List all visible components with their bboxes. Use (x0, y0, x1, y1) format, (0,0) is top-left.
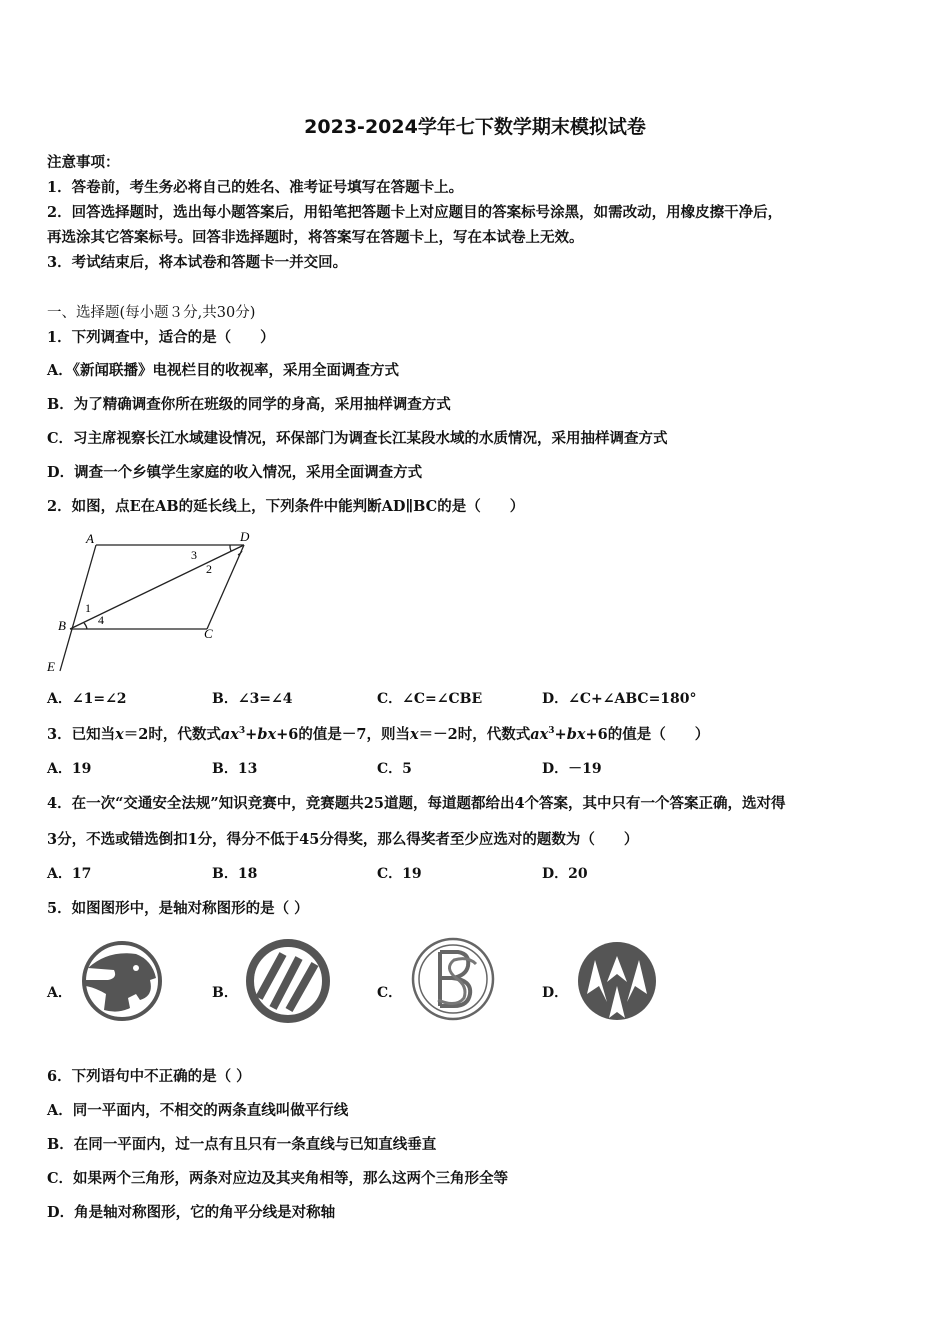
label-e: E (47, 659, 55, 674)
option: B．∠3=∠4 (212, 691, 293, 707)
option: B．18 (212, 866, 258, 882)
option: A．19 (47, 761, 92, 777)
notice-item: 2．回答选择题时，选出每小题答案后，用铅笔把答题卡上对应题目的答案标号涂黑，如需改动，用橡皮擦干净后， (47, 204, 783, 221)
option: A．《新闻联播》电视栏目的收视率，采用全面调查方式 (47, 362, 399, 379)
logo-b-icon (243, 936, 333, 1026)
question-stem: 5．如图图形中，是轴对称图形的是（ ） (47, 900, 309, 917)
label-d: D (240, 529, 250, 544)
option: B．13 (212, 761, 258, 777)
option: C． (377, 985, 403, 1001)
page-title: 2023-2024学年七下数学期末模拟试卷 (304, 116, 646, 138)
angle-label-2: 2 (206, 562, 212, 576)
question-stem: 2．如图，点E在AB的延长线上，下列条件中能判断AD∥BC的是（ ） (47, 498, 525, 515)
notice-heading: 注意事项： (47, 154, 120, 171)
question-stem: 6．下列语句中不正确的是（ ） (47, 1068, 251, 1085)
option: C．19 (377, 866, 422, 882)
logo-a-icon (78, 938, 166, 1024)
angle-label-1: 1 (85, 601, 91, 615)
label-a: A (86, 531, 94, 546)
option: C．5 (377, 761, 412, 777)
logo-d-icon (573, 938, 661, 1024)
option: C．∠C=∠CBE (377, 691, 483, 707)
option: B．在同一平面内，过一点有且只有一条直线与已知直线垂直 (47, 1136, 437, 1153)
option: D．∠C+∠ABC=180° (542, 691, 697, 707)
option: D．20 (542, 866, 588, 882)
option: A． (47, 985, 72, 1001)
angle-label-3: 3 (191, 548, 197, 562)
notice-item: 1．答卷前，考生务必将自己的姓名、准考证号填写在答题卡上。 (47, 179, 464, 196)
option: C．习主席视察长江水域建设情况，环保部门为调查长江某段水域的水质情况，采用抽样调查方式 (47, 430, 668, 447)
question-stem: 3．已知当x＝2时，代数式$ax^3+bx+6$的值是－7，则当x＝－2时，代数式$ax^3+bx+6$的值是（ ） (47, 726, 710, 743)
option: A．同一平面内，不相交的两条直线叫做平行线 (47, 1102, 349, 1119)
option: D． (542, 985, 569, 1001)
option: D．调查一个乡镇学生家庭的收入情况，采用全面调查方式 (47, 464, 423, 481)
option: A．∠1=∠2 (47, 691, 127, 707)
section-heading: 一、选择题(每小题３分,共30分) (47, 305, 256, 321)
option: B．为了精确调查你所在班级的同学的身高，采用抽样调查方式 (47, 396, 451, 413)
notice-item: 3．考试结束后，将本试卷和答题卡一并交回。 (47, 254, 348, 271)
logo-c-icon (408, 934, 498, 1024)
question-stem-cont: 3分，不选或错选倒扣1分，得分不低于45分得奖，那么得奖者至少应选对的题数为（ ） (47, 831, 639, 848)
label-b: B (58, 618, 66, 633)
option: B． (212, 985, 238, 1001)
option: A．17 (47, 866, 92, 882)
option: D．角是轴对称图形，它的角平分线是对称轴 (47, 1204, 336, 1221)
label-c: C (204, 626, 213, 641)
notice-item: 再选涂其它答案标号。回答非选择题时，将答案写在答题卡上，写在本试卷上无效。 (47, 229, 584, 246)
question-stem: 4．在一次“交通安全法规”知识竞赛中，竞赛题共25道题，每道题都给出4个答案，其中只有一个答案正确，选对得 (47, 795, 786, 812)
option: D．－19 (542, 761, 602, 777)
question-stem: 1．下列调查中，适合的是（ ） (47, 329, 275, 346)
parallelogram-figure (40, 525, 260, 677)
option: C．如果两个三角形，两条对应边及其夹角相等，那么这两个三角形全等 (47, 1170, 509, 1187)
angle-label-4: 4 (98, 613, 104, 627)
